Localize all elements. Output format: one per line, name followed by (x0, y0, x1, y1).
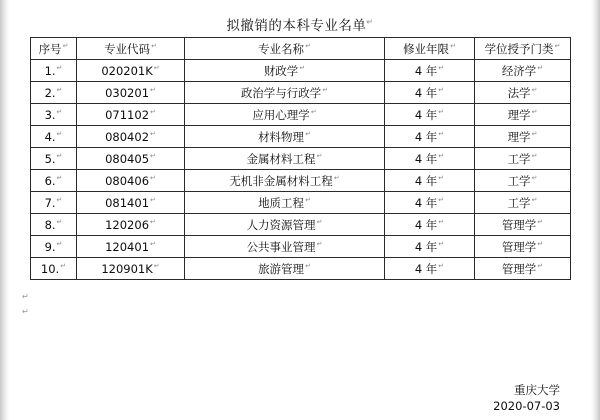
table-row (31, 170, 571, 192)
cell-degree: 理学↵ (475, 126, 571, 148)
table-header-cell (31, 38, 77, 60)
cell-degree: 管理学↵ (475, 214, 571, 236)
cell-mark-icon: ↵ (438, 173, 445, 182)
cell-mark-icon: ↵ (531, 129, 538, 138)
cell-mark-icon: ↵ (316, 151, 323, 160)
cell-mark-icon: ↵ (554, 41, 561, 50)
cell-degree: 法学↵ (475, 82, 571, 104)
cell-mark-icon: ↵ (56, 173, 63, 182)
cell-mark-icon: ↵ (305, 261, 311, 270)
table-header-cell (385, 38, 475, 60)
cell-years: 4 年↵ (385, 148, 475, 170)
cell-code: 081401↵ (77, 192, 185, 214)
cell-mark-icon: ↵ (450, 41, 456, 50)
cell-no: 7.↵ (31, 192, 77, 214)
cell-mark-icon: ↵ (150, 195, 156, 204)
cell-years: 4 年↵ (385, 170, 475, 192)
cell-name: 旅游管理↵ (185, 258, 385, 280)
cell-mark-icon: ↵ (531, 151, 538, 160)
paragraph-mark-icon: ↵ (22, 307, 29, 316)
table-row (31, 236, 571, 258)
cell-mark-icon: ↵ (150, 217, 156, 226)
cell-degree: 工学↵ (475, 192, 571, 214)
cell-mark-icon: ↵ (438, 107, 445, 116)
page-left-edge (0, 0, 9, 420)
page-title (0, 14, 600, 34)
cell-mark-icon: ↵ (537, 63, 544, 72)
cell-mark-icon: ↵ (537, 239, 544, 248)
table-header-cell (185, 38, 385, 60)
cell-mark-icon: ↵ (531, 107, 538, 116)
cell-mark-icon: ↵ (537, 261, 544, 270)
cell-mark-icon: ↵ (56, 107, 63, 116)
cell-mark-icon: ↵ (438, 239, 445, 248)
cell-mark-icon: ↵ (305, 41, 311, 50)
paragraph-mark-icon: ↵ (22, 292, 29, 301)
page-title-text: 拟撤销的本科专业名单 (226, 18, 367, 34)
table-row (31, 104, 571, 126)
table-row (31, 148, 571, 170)
cell-name: 金属材料工程↵ (185, 148, 385, 170)
paragraph-mark-icon: ↵ (366, 17, 374, 27)
table-header-cell (475, 38, 571, 60)
cell-name: 无机非金属材料工程↵ (185, 170, 385, 192)
cell-mark-icon: ↵ (438, 217, 445, 226)
cell-code: 120401↵ (77, 236, 185, 258)
cell-code: 080405↵ (77, 148, 185, 170)
cell-mark-icon: ↵ (153, 63, 160, 72)
footer-organization: 重庆大学 (514, 383, 560, 397)
cell-mark-icon: ↵ (153, 261, 160, 270)
cell-code: 120901K↵ (77, 258, 185, 280)
cell-mark-icon: ↵ (150, 85, 156, 94)
cell-code: 080406↵ (77, 170, 185, 192)
cell-code: 020201K↵ (77, 60, 185, 82)
header-label-years: 修业年限 (403, 41, 450, 56)
cell-name: 应用心理学↵ (185, 104, 385, 126)
cell-mark-icon: ↵ (150, 173, 156, 182)
cell-code: 071102↵ (77, 104, 185, 126)
cell-no: 10.↵ (31, 258, 77, 280)
cell-mark-icon: ↵ (531, 85, 538, 94)
header-label-name: 专业名称 (258, 41, 305, 56)
cell-years: 4 年↵ (385, 60, 475, 82)
cell-mark-icon: ↵ (56, 63, 63, 72)
cell-mark-icon: ↵ (56, 217, 63, 226)
page-right-edge (591, 0, 600, 420)
table-row (31, 214, 571, 236)
cell-name: 政治学与行政学↵ (185, 82, 385, 104)
majors-table (30, 37, 571, 280)
cell-mark-icon: ↵ (438, 63, 445, 72)
cell-mark-icon: ↵ (56, 85, 63, 94)
cell-degree: 管理学↵ (475, 258, 571, 280)
table-row (31, 82, 571, 104)
cell-mark-icon: ↵ (150, 129, 156, 138)
cell-mark-icon: ↵ (299, 63, 306, 72)
cell-degree: 理学↵ (475, 104, 571, 126)
cell-years: 4 年↵ (385, 82, 475, 104)
cell-years: 4 年↵ (385, 258, 475, 280)
cell-mark-icon: ↵ (438, 129, 445, 138)
cell-no: 8.↵ (31, 214, 77, 236)
cell-mark-icon: ↵ (151, 41, 157, 50)
cell-mark-icon: ↵ (56, 239, 63, 248)
cell-mark-icon: ↵ (537, 217, 544, 226)
cell-mark-icon: ↵ (316, 239, 323, 248)
cell-no: 4.↵ (31, 126, 77, 148)
table-row (31, 258, 571, 280)
cell-mark-icon: ↵ (150, 239, 156, 248)
cell-mark-icon: ↵ (438, 261, 445, 270)
cell-mark-icon: ↵ (316, 217, 323, 226)
cell-mark-icon: ↵ (150, 151, 156, 160)
cell-code: 080402↵ (77, 126, 185, 148)
header-label-degree: 学位授予门类 (484, 41, 554, 56)
table-row (31, 60, 571, 82)
cell-mark-icon: ↵ (56, 129, 63, 138)
header-label-code: 专业代码 (104, 41, 151, 56)
cell-no: 1.↵ (31, 60, 77, 82)
cell-mark-icon: ↵ (438, 85, 445, 94)
cell-mark-icon: ↵ (438, 195, 445, 204)
table-row (31, 192, 571, 214)
cell-mark-icon: ↵ (56, 151, 63, 160)
cell-years: 4 年↵ (385, 104, 475, 126)
cell-no: 2.↵ (31, 82, 77, 104)
cell-code: 120206↵ (77, 214, 185, 236)
cell-no: 3.↵ (31, 104, 77, 126)
cell-years: 4 年↵ (385, 214, 475, 236)
cell-mark-icon: ↵ (62, 41, 69, 50)
cell-mark-icon: ↵ (531, 195, 538, 204)
cell-name: 公共事业管理↵ (185, 236, 385, 258)
cell-years: 4 年↵ (385, 126, 475, 148)
cell-mark-icon: ↵ (56, 195, 63, 204)
cell-years: 4 年↵ (385, 192, 475, 214)
cell-degree: 经济学↵ (475, 60, 571, 82)
cell-mark-icon: ↵ (531, 173, 538, 182)
cell-name: 财政学↵ (185, 60, 385, 82)
cell-mark-icon: ↵ (150, 107, 156, 116)
cell-mark-icon: ↵ (305, 195, 311, 204)
cell-years: 4 年↵ (385, 236, 475, 258)
cell-mark-icon: ↵ (438, 151, 445, 160)
cell-mark-icon: ↵ (60, 261, 67, 270)
table-header-cell (77, 38, 185, 60)
cell-name: 人力资源管理↵ (185, 214, 385, 236)
header-label-no: 序号 (38, 41, 62, 56)
table-header-row (31, 38, 571, 60)
cell-degree: 工学↵ (475, 148, 571, 170)
cell-degree: 工学↵ (475, 170, 571, 192)
cell-no: 6.↵ (31, 170, 77, 192)
cell-mark-icon: ↵ (310, 107, 317, 116)
cell-mark-icon: ↵ (322, 85, 329, 94)
footer-date: 2020-07-03 (493, 399, 560, 413)
cell-mark-icon: ↵ (305, 129, 311, 138)
cell-mark-icon: ↵ (333, 173, 340, 182)
table-row (31, 126, 571, 148)
cell-degree: 管理学↵ (475, 236, 571, 258)
cell-code: 030201↵ (77, 82, 185, 104)
cell-no: 9.↵ (31, 236, 77, 258)
cell-no: 5.↵ (31, 148, 77, 170)
cell-name: 地质工程↵ (185, 192, 385, 214)
cell-name: 材料物理↵ (185, 126, 385, 148)
